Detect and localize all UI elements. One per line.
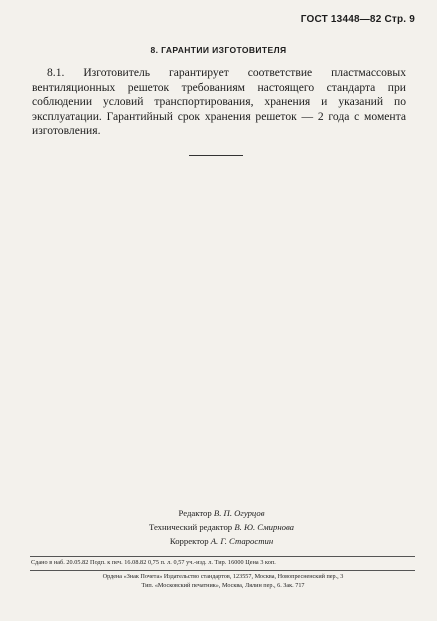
- editorial-staff: [0, 506, 437, 549]
- proofreader-role: Корректор: [169, 536, 209, 547]
- imprint-rule-bottom: [30, 570, 415, 571]
- page-number: Стр. 9: [384, 14, 415, 25]
- imprint-publisher-line: Ордена «Знак Почета» Издательство стандартов, 123557, Москва, Новопресненский пер., 3: [102, 573, 344, 580]
- separator-rule: [189, 155, 243, 156]
- editor-name: В. П. Огурцов: [213, 508, 265, 518]
- proofreader-name: А. Г. Старостин: [210, 536, 274, 547]
- standard-number: ГОСТ 13448—82: [300, 14, 382, 25]
- section-paragraph: 8.1. Изготовитель гарантирует соответствие пластмассовых вентиляционных решеток требованиям настоящего стандарта при соблюдении условий транспортирования, хранения и указаний по эксплуатации. Гарантийный срок хранения решеток — 2 года с момента изготовления.: [32, 66, 406, 138]
- imprint-publisher: [31, 573, 415, 590]
- page-header: [301, 14, 415, 25]
- imprint-rule-top: [30, 556, 415, 557]
- editor-role: Редактор: [178, 508, 212, 518]
- imprint-printer-line: Тип. «Московский печатник», Москва, Лялин пер., 6. Зак. 717: [141, 581, 305, 589]
- imprint-print-details: Сдано в наб. 20.05.82 Подп. к печ. 16.08.82 0,75 п. л. 0,57 уч.-изд. л. Тир. 16000 Цена 3 коп.: [31, 559, 276, 566]
- tech-editor-name: В. Ю. Смирнова: [234, 522, 295, 533]
- editor-line: [0, 506, 437, 520]
- tech-editor-line: [0, 520, 437, 534]
- section-title: 8. ГАРАНТИИ ИЗГОТОВИТЕЛЯ: [150, 45, 287, 55]
- proofreader-line: [0, 534, 437, 548]
- tech-editor-role: Технический редактор: [148, 522, 233, 533]
